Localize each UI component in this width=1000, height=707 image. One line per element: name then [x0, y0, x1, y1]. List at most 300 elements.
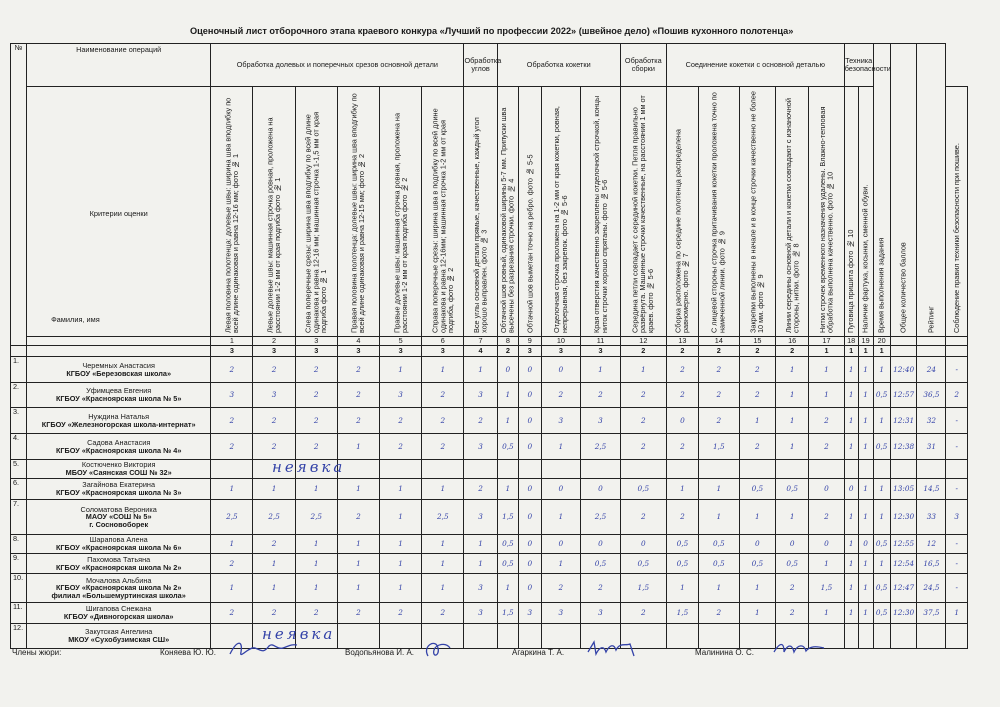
- score-cell: 2: [666, 357, 698, 383]
- max-points: 2: [620, 346, 666, 357]
- score-cell: 3: [581, 603, 621, 624]
- group-corners: Обработка углов: [464, 44, 497, 87]
- score-cell: 1: [422, 357, 464, 383]
- score-cell: 1: [858, 434, 873, 460]
- column-number: 20: [873, 337, 890, 346]
- score-cell: 1: [497, 479, 518, 500]
- score-cell: 1: [844, 535, 858, 554]
- score-cell: 1: [295, 479, 337, 500]
- empty-cell: [519, 624, 541, 649]
- score-cell: 3: [464, 434, 497, 460]
- participant-name: Костюченко Виктория: [81, 460, 156, 470]
- participant-name: Мочалова Альбина: [85, 575, 152, 585]
- empty-cell: [946, 624, 968, 649]
- column-number: 19: [858, 337, 873, 346]
- empty-cell: [211, 460, 253, 479]
- jury-signature: [584, 636, 639, 662]
- criterion-4: Правая половина полотенца: долевые швы: ширина шва вподгибку по всей длине одинаковая и равна 12-15 мм; фото № 2: [337, 87, 379, 337]
- score-cell: 2: [464, 479, 497, 500]
- time-cell: 12:30: [890, 603, 917, 624]
- criterion-9: Обтачной шов выметан точно на ребро. фото № 5-5: [519, 87, 541, 337]
- score-cell: 1: [776, 408, 809, 434]
- score-cell: 1: [464, 554, 497, 574]
- score-cell: 1: [698, 500, 739, 535]
- score-cell: 2: [211, 408, 253, 434]
- score-cell: 2: [295, 408, 337, 434]
- participant-row: [11, 479, 968, 500]
- participant-row: [11, 434, 968, 460]
- score-cell: 3: [541, 603, 581, 624]
- score-cell: 2: [581, 383, 621, 408]
- score-cell: 2: [776, 603, 809, 624]
- max-points: 3: [295, 346, 337, 357]
- column-number: 9: [519, 337, 541, 346]
- score-cell: 0,5: [776, 554, 809, 574]
- header-family: Фамилия, имя: [51, 315, 100, 325]
- time-cell: 12:55: [890, 535, 917, 554]
- score-cell: 2: [337, 357, 379, 383]
- empty-cell: [666, 460, 698, 479]
- numbers-spacer: [890, 337, 917, 346]
- score-cell: 2: [809, 500, 844, 535]
- points-spacer: [890, 346, 917, 357]
- max-points: 2: [776, 346, 809, 357]
- jury-label: Члены жюри:: [12, 648, 62, 657]
- criterion-8: Обтачной шов ровный, одинаковой ширины 5-7 мм. Припуски шва высечены без разрезания строчки. фото № 4: [497, 87, 518, 337]
- score-cell: 1: [581, 357, 621, 383]
- criterion-5: Правые долевые швы: машинная строчка ровная, проложена на расстоянии 1-2 мм от края подгиба фото № 2: [380, 87, 422, 337]
- points-spacer: [946, 346, 968, 357]
- criterion-1: Левая половина полотенца: долевые швы: ширина шва вподгибку по всей длине одинаковая и равна 12-16 мм; фото № 1: [211, 87, 253, 337]
- score-cell: 1: [858, 408, 873, 434]
- time-cell: 12:38: [890, 434, 917, 460]
- time-cell: 12:31: [890, 408, 917, 434]
- group-safety: Техника безопасности: [844, 44, 873, 87]
- score-cell: 1: [858, 479, 873, 500]
- score-cell: 0,5: [739, 479, 775, 500]
- empty-cell: [581, 460, 621, 479]
- participant-cell: [27, 603, 211, 624]
- column-number: 17: [809, 337, 844, 346]
- score-cell: 1,5: [698, 434, 739, 460]
- row-number: 1.: [11, 357, 27, 383]
- empty-cell: [666, 624, 698, 649]
- score-cell: 1,5: [497, 603, 518, 624]
- empty-cell: [541, 624, 581, 649]
- empty-cell: [776, 460, 809, 479]
- score-cell: 1: [541, 500, 581, 535]
- score-cell: 0,5: [698, 554, 739, 574]
- score-cell: 1: [380, 500, 422, 535]
- max-points: 3: [519, 346, 541, 357]
- score-cell: 2: [581, 574, 621, 603]
- participant-cell: [27, 357, 211, 383]
- score-cell: 2: [541, 383, 581, 408]
- participant-row: [11, 383, 968, 408]
- participant-cell: [27, 434, 211, 460]
- score-cell: 2: [380, 603, 422, 624]
- score-cell: 1: [844, 357, 858, 383]
- participant-school: КГБОУ «Красноярская школа № 2»: [55, 583, 182, 593]
- participant-row: [11, 357, 968, 383]
- score-cell: 2: [337, 603, 379, 624]
- row-number: 6.: [11, 479, 27, 500]
- score-cell: 3: [464, 603, 497, 624]
- score-cell: 1: [844, 500, 858, 535]
- score-cell: 1: [844, 554, 858, 574]
- score-cell: 2: [666, 500, 698, 535]
- score-cell: 1: [337, 535, 379, 554]
- column-number: 15: [739, 337, 775, 346]
- jury-signature: [770, 636, 830, 662]
- empty-cell: [422, 460, 464, 479]
- score-cell: 1: [776, 357, 809, 383]
- criterion-13: Сборка расположена по середине полотенца распределена равномерно. фото № 7: [666, 87, 698, 337]
- participant-school: КГБОУ «Дивногорская школа»: [63, 612, 174, 621]
- score-cell: 3: [211, 383, 253, 408]
- rating-cell: -: [946, 408, 968, 434]
- column-number: 16: [776, 337, 809, 346]
- participant-school: КГБОУ «Красноярская школа № 4»: [55, 445, 182, 455]
- score-cell: 3: [253, 383, 295, 408]
- max-points: 4: [464, 346, 497, 357]
- score-cell: 2: [337, 500, 379, 535]
- score-cell: 2: [809, 408, 844, 434]
- max-points: 2: [698, 346, 739, 357]
- score-cell: 3: [519, 603, 541, 624]
- row-number: 5.: [11, 460, 27, 479]
- score-cell: 3: [464, 500, 497, 535]
- score-cell: 0,5: [873, 383, 890, 408]
- column-number: 13: [666, 337, 698, 346]
- max-points: 3: [337, 346, 379, 357]
- criterion-15: Закрепки выполнены в начале и в конце строчки качественно не более 10 мм. фото № 9: [739, 87, 775, 337]
- score-cell: 0: [541, 479, 581, 500]
- score-cell: 0: [541, 357, 581, 383]
- empty-cell: [519, 460, 541, 479]
- participant-school: КГБОУ «Красноярская школа № 5»: [55, 394, 182, 403]
- column-number: 5: [380, 337, 422, 346]
- max-points: 3: [380, 346, 422, 357]
- score-cell: 2: [253, 408, 295, 434]
- participant-school-extra: филиал «Большемуртинская школа»: [51, 590, 186, 600]
- score-cell: 1: [422, 574, 464, 603]
- score-cell: 2: [541, 574, 581, 603]
- time-cell: 12:54: [890, 554, 917, 574]
- score-cell: 1: [776, 434, 809, 460]
- time-cell: 13:05: [890, 479, 917, 500]
- score-cell: 1: [497, 383, 518, 408]
- row-number: 2.: [11, 383, 27, 408]
- participant-school-extra: г. Сосновоборек: [89, 519, 149, 529]
- score-cell: 1: [253, 479, 295, 500]
- score-cell: 1: [380, 554, 422, 574]
- score-cell: 3: [581, 408, 621, 434]
- empty-cell: [464, 624, 497, 649]
- total-cell: 33: [917, 500, 946, 535]
- participant-name: Нуждина Наталья: [88, 411, 150, 421]
- score-cell: 2: [380, 434, 422, 460]
- score-cell: 1: [858, 500, 873, 535]
- score-cell: 2: [666, 434, 698, 460]
- score-cell: 2: [295, 357, 337, 383]
- score-cell: 1: [809, 554, 844, 574]
- score-cell: 2: [337, 408, 379, 434]
- score-cell: 1: [295, 574, 337, 603]
- participant-school: КГБОУ «Железногорская школа-интернат»: [41, 419, 196, 429]
- score-cell: 2: [809, 434, 844, 460]
- score-cell: 1: [620, 357, 666, 383]
- rating-cell: -: [946, 574, 968, 603]
- score-cell: 2: [337, 383, 379, 408]
- score-cell: 1: [739, 408, 775, 434]
- criterion-3: Слева поперечные срезы: ширина шва вподгибку по всей длине одинакова и равна 12-16 мм; машинная строчка 1-1,5 мм от края подгиба фото № 1: [295, 87, 337, 337]
- score-cell: 0,5: [497, 535, 518, 554]
- absent-note: неявка: [272, 458, 346, 476]
- row-number: 11.: [11, 603, 27, 624]
- score-cell: 2,5: [581, 434, 621, 460]
- max-points: 1: [844, 346, 858, 357]
- score-cell: 0: [519, 574, 541, 603]
- max-points: 3: [541, 346, 581, 357]
- score-cell: 1: [380, 479, 422, 500]
- participant-name: Закутская Ангелина: [85, 627, 153, 637]
- empty-cell: [946, 460, 968, 479]
- score-cell: 1: [497, 574, 518, 603]
- participant-cell: [27, 383, 211, 408]
- column-number: 7: [464, 337, 497, 346]
- participant-name: Садова Анастасия: [87, 437, 151, 447]
- empty-cell: [890, 460, 917, 479]
- score-cell: 1,5: [497, 500, 518, 535]
- participant-school: МАОУ «СОШ № 5»: [85, 512, 152, 522]
- score-cell: 0: [581, 479, 621, 500]
- score-cell: 1: [844, 603, 858, 624]
- time-cell: 12:47: [890, 574, 917, 603]
- score-cell: 1,5: [666, 603, 698, 624]
- score-cell: 0,5: [581, 554, 621, 574]
- header-rating: Рейтинг: [917, 44, 946, 337]
- max-points: 3: [253, 346, 295, 357]
- column-number: 18: [844, 337, 858, 346]
- empty-cell: [380, 624, 422, 649]
- score-cell: 2: [464, 408, 497, 434]
- score-cell: 1: [844, 574, 858, 603]
- score-cell: 1: [776, 383, 809, 408]
- score-cell: 1: [422, 554, 464, 574]
- group-long-cross-edges: Обработка долевых и поперечных срезов основной детали: [211, 44, 464, 87]
- score-cell: 1: [666, 479, 698, 500]
- total-cell: 37,5: [917, 603, 946, 624]
- total-cell: 31: [917, 434, 946, 460]
- column-number: 1: [211, 337, 253, 346]
- score-cell: 1: [337, 554, 379, 574]
- participant-row: [11, 554, 968, 574]
- header-no: №: [11, 44, 27, 346]
- score-cell: 0: [844, 479, 858, 500]
- score-cell: 1: [776, 500, 809, 535]
- participant-name: Черемных Анастасия: [82, 360, 155, 370]
- score-cell: 2: [422, 603, 464, 624]
- empty-cell: [844, 460, 858, 479]
- score-cell: 1: [337, 434, 379, 460]
- score-cell: 2: [253, 535, 295, 554]
- header-operations: Наименование операций: [27, 44, 211, 87]
- score-cell: 0: [666, 408, 698, 434]
- score-cell: 0: [541, 535, 581, 554]
- row-number: 12.: [11, 624, 27, 649]
- score-cell: 1: [809, 357, 844, 383]
- score-cell: 3: [541, 408, 581, 434]
- time-cell: 12:30: [890, 500, 917, 535]
- score-cell: 2,5: [581, 500, 621, 535]
- max-points: 1: [809, 346, 844, 357]
- score-cell: 1: [380, 535, 422, 554]
- column-number: 12: [620, 337, 666, 346]
- participant-row: [11, 500, 968, 535]
- max-points: 3: [581, 346, 621, 357]
- header-time: Время выполнения задания: [873, 44, 890, 337]
- criterion-6: Справа поперечные срезы: ширина шва в подгибку по всей длине одинакова и равна 12-16мм; машинная строчка 1-2 мм от края подгиба, фото № 2: [422, 87, 464, 337]
- rating-cell: -: [946, 434, 968, 460]
- score-cell: 1: [380, 574, 422, 603]
- score-cell: 1: [873, 408, 890, 434]
- score-cell: 2: [739, 383, 775, 408]
- score-cell: 1: [380, 357, 422, 383]
- empty-cell: [739, 460, 775, 479]
- participant-cell: [27, 460, 211, 479]
- score-cell: 2: [380, 408, 422, 434]
- absent-note: неявка: [262, 625, 336, 643]
- participant-cell: [27, 535, 211, 554]
- criterion-14: С лицевой стороны строчка притачивания кокетки проложена точно по намеченной линии. фото № 9: [698, 87, 739, 337]
- score-cell: 0: [519, 383, 541, 408]
- points-spacer: [11, 346, 27, 357]
- score-cell: 2: [698, 357, 739, 383]
- header-criteria: Критерии оценки: [89, 208, 148, 218]
- score-cell: 1: [873, 500, 890, 535]
- score-cell: 2: [211, 434, 253, 460]
- score-cell: 2,5: [211, 500, 253, 535]
- total-cell: 12: [917, 535, 946, 554]
- total-cell: 24: [917, 357, 946, 383]
- score-cell: 0: [620, 535, 666, 554]
- score-cell: 1: [844, 383, 858, 408]
- score-cell: 1: [809, 383, 844, 408]
- score-cell: 0,5: [497, 434, 518, 460]
- jury-member: Малинина О. С.: [695, 648, 754, 657]
- score-cell: 3: [464, 574, 497, 603]
- score-cell: 0,5: [873, 434, 890, 460]
- total-cell: 14,5: [917, 479, 946, 500]
- participant-name: Шарапова Алена: [89, 535, 148, 545]
- empty-cell: [497, 624, 518, 649]
- score-cell: 0,5: [497, 554, 518, 574]
- criterion-2: Левые долевые швы: машинная строчка ровная, проложена на расстоянии 1-2 мм от края подгиба фото № 1: [253, 87, 295, 337]
- participant-cell: [27, 500, 211, 535]
- sheet-title: Оценочный лист отборочного этапа краевого конкура «Лучший по профессии 2022» (швейное дело) «Пошив кухонного полотенца»: [190, 26, 794, 36]
- row-number: 3.: [11, 408, 27, 434]
- score-cell: 0: [809, 479, 844, 500]
- time-cell: 12:57: [890, 383, 917, 408]
- score-cell: 2,5: [253, 500, 295, 535]
- empty-cell: [698, 624, 739, 649]
- score-cell: 0,5: [873, 535, 890, 554]
- score-cell: 2: [739, 434, 775, 460]
- participant-cell: [27, 574, 211, 603]
- score-cell: 1,5: [809, 574, 844, 603]
- column-number: 4: [337, 337, 379, 346]
- score-cell: 3: [464, 383, 497, 408]
- criterion-19: Наличие фартука, косынки, сменной обуви.: [858, 87, 873, 337]
- score-cell: 0: [776, 535, 809, 554]
- score-cell: 1: [858, 383, 873, 408]
- max-points: 1: [873, 346, 890, 357]
- score-cell: 1: [295, 535, 337, 554]
- score-cell: 0,5: [776, 479, 809, 500]
- empty-cell: [541, 460, 581, 479]
- criterion-17: Нитки строчек временного назначения удалены. Влажно-тепловая обработка выполнена качественно. фото № 10: [809, 87, 844, 337]
- max-points: 3: [422, 346, 464, 357]
- participant-row: [11, 603, 968, 624]
- empty-cell: [873, 460, 890, 479]
- jury-member: Агаркина Т. А.: [512, 648, 565, 657]
- score-cell: 2: [666, 383, 698, 408]
- row-number: 9.: [11, 554, 27, 574]
- score-cell: 2: [698, 408, 739, 434]
- score-cell: 1: [422, 535, 464, 554]
- score-cell: 2: [295, 383, 337, 408]
- empty-cell: [464, 460, 497, 479]
- column-number: 11: [581, 337, 621, 346]
- score-cell: 0,5: [620, 554, 666, 574]
- participant-row: [11, 535, 968, 554]
- score-cell: 0: [858, 535, 873, 554]
- score-cell: 1: [295, 554, 337, 574]
- score-cell: 1: [422, 479, 464, 500]
- score-cell: 1: [253, 554, 295, 574]
- score-cell: 3: [380, 383, 422, 408]
- score-cell: 0: [519, 479, 541, 500]
- column-number: 6: [422, 337, 464, 346]
- score-cell: 0: [519, 500, 541, 535]
- score-cell: 1: [211, 479, 253, 500]
- criterion-12: Середина петли совпадает с серединой кокетки. Петля правильно развёрнута. Машинные строчки качественные, на расстоянии 1 мм от краев. фото № 5-6: [620, 87, 666, 337]
- score-cell: 2: [620, 383, 666, 408]
- score-cell: 1: [873, 554, 890, 574]
- numbers-spacer: [27, 337, 211, 346]
- score-table: [10, 43, 968, 649]
- empty-cell: [917, 460, 946, 479]
- max-points: 1: [858, 346, 873, 357]
- score-cell: 1: [844, 408, 858, 434]
- total-cell: 32: [917, 408, 946, 434]
- column-number: 14: [698, 337, 739, 346]
- criterion-16: Линии середины основной детали и кокетки совпадают с изнаночной стороны, нитки. фото № 8: [776, 87, 809, 337]
- column-number: 8: [497, 337, 518, 346]
- participant-name: Шигапова Снежана: [85, 604, 152, 614]
- row-number: 7.: [11, 500, 27, 535]
- participant-name: Соломатова Вероника: [80, 504, 157, 514]
- score-cell: 2: [211, 603, 253, 624]
- empty-cell: [337, 624, 379, 649]
- rating-cell: 3: [946, 500, 968, 535]
- score-cell: 1: [337, 479, 379, 500]
- score-cell: 1: [698, 574, 739, 603]
- score-cell: 0: [519, 408, 541, 434]
- column-number: 2: [253, 337, 295, 346]
- participant-school: КГБОУ «Березовская школа»: [66, 368, 172, 378]
